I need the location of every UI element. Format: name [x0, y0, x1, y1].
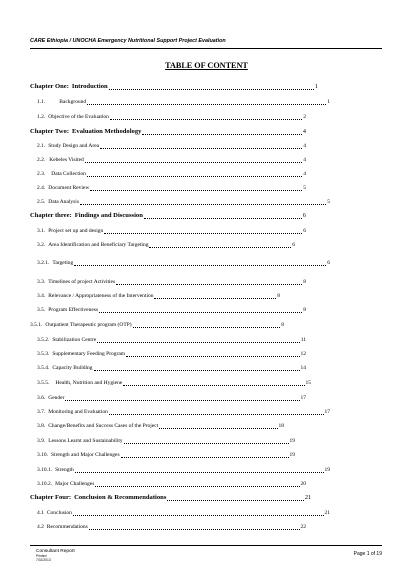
toc-entry-title: Introduction	[71, 83, 108, 90]
toc-entry-label	[37, 510, 72, 517]
toc-entry-title: Health, Nutrition and Hygiene	[55, 380, 123, 386]
toc-page-number: 4	[302, 128, 306, 135]
toc-page-number: 6	[303, 228, 306, 234]
toc-section-entry[interactable]	[37, 349, 306, 358]
toc-entry-number: 2.5.	[37, 199, 46, 205]
toc-entry-number: 4.1	[37, 510, 44, 516]
toc-entry-title: Program Effectiveness	[48, 307, 99, 313]
toc-chapter-entry[interactable]	[30, 211, 306, 220]
toc-entry-title: Gender	[48, 395, 65, 401]
toc-section-entry[interactable]	[37, 522, 306, 531]
toc-page-number: 17	[300, 395, 306, 401]
toc-entry-title: Outpatient Therapeutic program (OTP)	[45, 322, 132, 328]
toc-section-entry[interactable]	[37, 393, 306, 402]
dot-leader	[95, 486, 299, 487]
toc-entry-number: 3.5.4.	[37, 365, 50, 371]
toc-section-entry[interactable]	[37, 112, 306, 121]
toc-entry-number: 2.4.	[37, 185, 46, 191]
footer-printed-date: 7/31/2013	[36, 558, 51, 563]
toc-page-number: 14	[300, 365, 306, 371]
toc-entry-number: Chapter One:	[30, 83, 69, 90]
toc-entry-label	[37, 99, 86, 106]
dot-leader	[167, 500, 303, 501]
toc-entry-title: Strength and Major Challenges	[51, 452, 120, 458]
dot-leader	[100, 148, 302, 149]
toc-section-entry[interactable]	[37, 258, 330, 267]
toc-page-number: 1	[314, 83, 318, 90]
dot-leader	[85, 162, 302, 163]
toc-entry-number: 3.2.1.	[37, 260, 50, 266]
dot-leader	[109, 414, 324, 415]
footer-report-label: Consultant Report	[36, 549, 75, 554]
toc-section-entry[interactable]	[37, 183, 306, 192]
toc-entry-label	[37, 481, 94, 488]
toc-chapter-entry[interactable]	[30, 493, 311, 502]
running-header: CARE Ethiopia / UNOCHA Emergency Nutritional Support Project Evaluation	[30, 38, 226, 44]
toc-entry-title: Area Identification and Beneficiary Targeting	[48, 242, 149, 248]
toc-entry-title: Lessons Learnt and Sustainability	[48, 438, 123, 444]
toc-entry-title: Major Challenges	[55, 481, 95, 487]
toc-section-entry[interactable]	[37, 240, 295, 249]
toc-entry-number: 2.2.	[37, 157, 46, 163]
toc-page-number: 4	[303, 143, 306, 149]
toc-entry-title: Kebeles Visited	[49, 157, 84, 163]
toc-entry-label	[30, 128, 141, 136]
toc-entry-label	[37, 409, 108, 416]
toc-entry-title: Stabilization Centre	[52, 337, 97, 343]
footer-printed-label: Printed	[36, 554, 47, 559]
toc-page-number: 8	[277, 293, 280, 299]
toc-page-number: 4	[303, 171, 306, 177]
toc-entry-number: 1.1.	[37, 99, 46, 105]
dot-leader	[142, 134, 301, 135]
toc-entry-number: 3.6.	[37, 395, 46, 401]
dot-leader	[89, 529, 300, 530]
toc-entry-title: Study Design and Area	[48, 143, 100, 149]
dot-leader	[99, 312, 302, 313]
toc-entry-label	[37, 157, 84, 164]
toc-section-entry[interactable]	[37, 291, 280, 300]
toc-entry-number: 3.5.5.	[37, 380, 50, 386]
toc-page-number: 17	[324, 409, 330, 415]
toc-page-number: 19	[324, 467, 330, 473]
toc-section-entry[interactable]	[37, 141, 306, 150]
toc-entry-label	[37, 337, 96, 344]
toc-entry-title: Change/Benefits and Success Cases of the Project	[48, 423, 159, 429]
toc-entry-label	[37, 351, 125, 358]
toc-page-number: 21	[324, 510, 330, 516]
toc-section-entry[interactable]	[37, 378, 311, 387]
toc-entry-title: Capacity Building	[52, 365, 93, 371]
toc-section-entry[interactable]	[37, 169, 306, 178]
dot-leader	[126, 356, 299, 357]
toc-entry-number: 3.10.	[37, 452, 48, 458]
toc-page-number: 8	[303, 279, 306, 285]
footer-page-number: Page 1 of 19	[353, 551, 382, 557]
toc-page-number: 19	[289, 452, 295, 458]
toc-entry-title: Data Collection	[51, 171, 86, 177]
toc-entry-title: Evaluation Methodology	[72, 128, 142, 135]
dot-leader	[154, 298, 276, 299]
dot-leader	[73, 515, 324, 516]
toc-page-number: 5	[327, 199, 330, 205]
toc-entry-label	[37, 279, 115, 286]
toc-page-number: 2	[303, 114, 306, 120]
toc-entry-title: Strength	[55, 467, 74, 473]
toc-entry-label	[37, 438, 123, 445]
toc-entry-number: 3.10.2.	[37, 481, 53, 487]
toc-entry-number: 3.8.	[37, 423, 46, 429]
toc-page-number: 11	[300, 337, 306, 343]
toc-page-number: 8	[281, 322, 284, 328]
toc-entry-number: 3.10.1.	[37, 467, 53, 473]
toc-entry-number: 2.3.	[37, 171, 46, 177]
toc-entry-title: Conclusion & Recommendations	[74, 494, 167, 501]
toc-entry-label	[30, 212, 143, 220]
toc-section-entry[interactable]	[37, 197, 330, 206]
toc-entry-number: 3.3.	[37, 279, 46, 285]
toc-title: TABLE OF CONTENT	[165, 61, 248, 70]
toc-entry-number: Chapter Two:	[30, 128, 70, 135]
dot-leader	[97, 342, 299, 343]
toc-entry-label	[37, 423, 158, 430]
toc-entry-label	[37, 114, 109, 121]
toc-entry-number: 1.2.	[37, 114, 46, 120]
toc-entry-number: 3.5.2.	[37, 337, 50, 343]
toc-page-number: 12	[300, 351, 306, 357]
toc-entry-number: 3.4.	[37, 293, 46, 299]
toc-entry-title: Targeting	[52, 260, 74, 266]
dot-leader	[94, 370, 300, 371]
toc-entry-label	[37, 199, 79, 206]
footer-left	[36, 549, 75, 562]
dot-leader	[74, 265, 326, 266]
toc-entry-title: Timelines of project Activities	[48, 279, 116, 285]
toc-section-entry[interactable]	[37, 363, 306, 372]
toc-entry-number: 3.5.	[37, 307, 46, 313]
toc-page-number: 6	[327, 260, 330, 266]
toc-entry-label	[30, 494, 166, 502]
toc-section-entry[interactable]	[37, 436, 295, 445]
toc-entry-title: Data Analysis	[48, 199, 79, 205]
dot-leader	[104, 233, 302, 234]
dot-leader	[87, 104, 326, 105]
dot-leader	[87, 176, 302, 177]
dot-leader	[133, 327, 281, 328]
toc-section-entry[interactable]	[37, 277, 306, 286]
toc-section-entry[interactable]	[37, 479, 306, 488]
toc-entry-title: Monitoring and Evaluation	[48, 409, 108, 415]
toc-entry-number: 3.5.3.	[37, 351, 50, 357]
toc-page-number: 21	[304, 494, 311, 501]
dot-leader	[75, 472, 324, 473]
toc-entry-number: Chapter three:	[30, 212, 72, 219]
toc-page-number: 1	[327, 99, 330, 105]
toc-entry-label	[37, 307, 98, 314]
toc-page-number: 20	[300, 481, 306, 487]
toc-entry-number: 3.1.	[37, 228, 46, 234]
dot-leader	[65, 400, 299, 401]
dot-leader	[80, 204, 326, 205]
toc-entry-label	[30, 83, 108, 91]
toc-chapter-entry[interactable]	[30, 127, 306, 136]
dot-leader	[116, 284, 302, 285]
toc-entry-label	[37, 228, 103, 235]
toc-entry-label	[37, 293, 153, 300]
dot-leader	[124, 443, 289, 444]
toc-entry-label	[37, 395, 64, 402]
dot-leader	[121, 457, 289, 458]
toc-entry-title: Supplementary Feeding Program	[52, 351, 126, 357]
toc-section-entry[interactable]	[37, 407, 330, 416]
toc-page-number: 6	[302, 212, 306, 219]
toc-section-entry[interactable]	[37, 335, 306, 344]
toc-entry-title: Recommendations	[46, 524, 88, 530]
toc-page-number: 8	[303, 307, 306, 313]
toc-page-number: 6	[292, 242, 295, 248]
toc-entry-title: Objective of the Evaluation	[48, 114, 109, 120]
toc-page-number: 15	[305, 380, 311, 386]
toc-entry-number: 3.7.	[37, 409, 46, 415]
toc-entry-title: Background	[59, 99, 87, 105]
toc-entry-label	[37, 171, 86, 178]
toc-entry-label	[37, 452, 120, 459]
toc-entry-title: Conclusion	[46, 510, 72, 516]
toc-section-entry[interactable]	[37, 155, 306, 164]
toc-section-entry[interactable]	[37, 508, 330, 517]
toc-entry-title: Project set up and design	[48, 228, 104, 234]
toc-section-entry[interactable]	[37, 305, 306, 314]
dot-leader	[159, 428, 277, 429]
toc-entry-label	[37, 524, 88, 531]
toc-page-number: 18	[278, 423, 284, 429]
toc-page-number: 22	[300, 524, 306, 530]
dot-leader	[123, 385, 304, 386]
toc-entry-title: Document Review	[48, 185, 90, 191]
toc-entry-label	[37, 242, 148, 249]
toc-section-entry[interactable]	[30, 320, 284, 329]
toc-entry-number: Chapter Four:	[30, 494, 72, 501]
toc-entry-title: Relevance / Appropriateness of the Intervention	[48, 293, 154, 299]
footer-rule	[30, 545, 382, 546]
toc-section-entry[interactable]	[37, 465, 330, 474]
toc-entry-number: 3.5.1.	[30, 322, 43, 328]
toc-chapter-entry[interactable]	[30, 82, 318, 91]
toc-section-entry[interactable]	[37, 421, 284, 430]
toc-entry-label	[37, 143, 99, 150]
toc-section-entry[interactable]	[37, 450, 295, 459]
toc-section-entry[interactable]	[37, 97, 330, 106]
dot-leader	[149, 247, 291, 248]
dot-leader	[90, 190, 302, 191]
toc-page-number: 5	[303, 185, 306, 191]
toc-entry-label	[30, 322, 132, 329]
toc-entry-label	[37, 365, 93, 372]
toc-page-number: 19	[289, 438, 295, 444]
dot-leader	[109, 89, 314, 90]
toc-page-number: 4	[303, 157, 306, 163]
toc-entry-label	[37, 467, 74, 474]
toc-entry-label	[37, 185, 89, 192]
toc-entry-number: 3.2.	[37, 242, 46, 248]
toc-section-entry[interactable]	[37, 226, 306, 235]
toc-entry-number: 2.1.	[37, 143, 46, 149]
toc-entry-number: 3.9.	[37, 438, 46, 444]
dot-leader	[144, 218, 302, 219]
dot-leader	[110, 119, 302, 120]
toc-entry-title: Findings and Discussion	[74, 212, 143, 219]
toc-entry-label	[37, 260, 73, 267]
toc-entry-number: 4.2	[37, 524, 44, 530]
toc-entry-label	[37, 380, 122, 387]
